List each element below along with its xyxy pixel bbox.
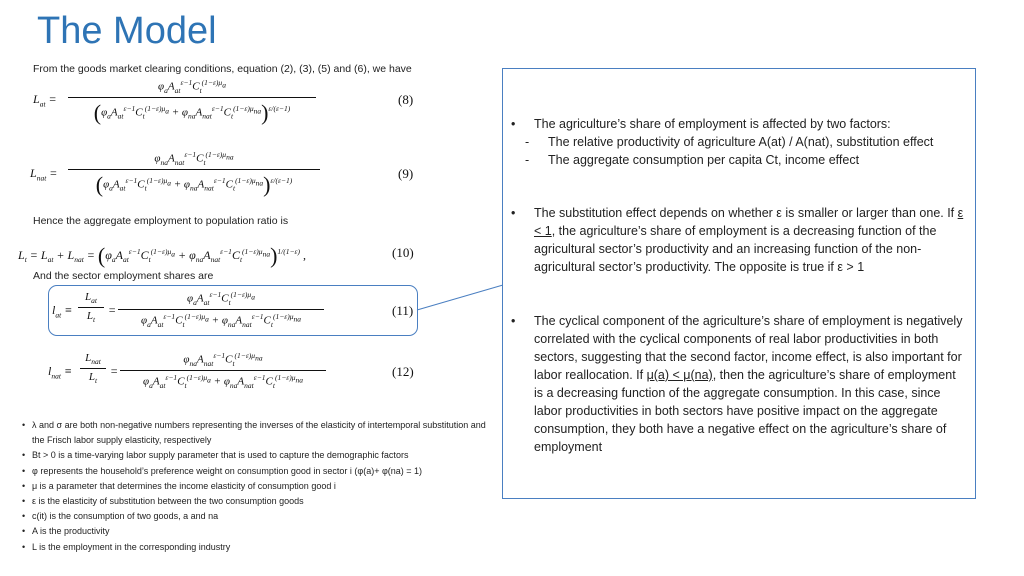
definition-item: • L is the employment in the corresponding industry: [22, 540, 492, 555]
eq8-fraction: $\varphi_aA_{at}^{\varepsilon-1}C_t^{(1-\varepsilon)\mu_a}$ $(\varphi_aA_{at}^{\varepsilon-1}C_t^{(1-\varepsilon)\mu_a} + \varphi_{na}A_{nat}^{\varepsilon-1}C_t^{(1-\varepsilon)\mu_{na}})^{\varepsilon/(\varepsilon-1)}$: [68, 78, 316, 126]
panel-bullet-cyclical: [511, 312, 964, 456]
bullet-icon: •: [511, 314, 516, 328]
shares-text: And the sector employment shares are: [33, 270, 214, 282]
eq11-equals: =: [108, 303, 117, 317]
panel-sub-1-text: The relative productivity of agriculture A(at) / A(nat), substitution effect: [548, 135, 934, 149]
panel-bullet-1-text: The agriculture’s share of employment is affected by two factors:: [534, 117, 891, 131]
definition-item: • μ is a parameter that determines the income elasticity of consumption good i: [22, 479, 492, 494]
dash-icon: -: [525, 135, 530, 149]
eq11-lhs: $l_{at}$ ≡: [52, 303, 73, 320]
explanation-panel: [502, 68, 976, 499]
panel-bullet-substitution: [511, 204, 964, 276]
definition-item: • φ represents the household’s preference weight on consumption good in sector i (φ(a)+ φ(na) = 1): [22, 464, 492, 479]
definition-item: • A is the productivity: [22, 524, 492, 539]
eq9-lhs: $L_{nat}$ =: [30, 166, 58, 183]
intro-text: From the goods market clearing conditions, equation (2), (3), (5) and (6), we have: [33, 63, 412, 75]
eq8-number: (8): [398, 92, 414, 107]
definition-item: • λ and σ are both non-negative numbers representing the inverses of the elasticity of intertemporal substitution and the Frisch labor supply elasticity, respectively: [22, 418, 492, 448]
eq10-expression: $L_t = L_{at} + L_{nat} = (\varphi_aA_{at}^{\varepsilon-1}C_t^{(1-\varepsilon)\mu_a} + \varphi_{na}A_{nat}^{\varepsilon-1}C_t^{(1-\varepsilon)\mu_{na}})^{1/(1-\varepsilon)}$ ,: [18, 243, 307, 268]
eq11-share-fraction: $L_{at}$ $L_t$: [78, 291, 104, 324]
eq9-number: (9): [398, 166, 414, 181]
panel-bullet-2-text-b: , the agriculture’s share of employment is a decreasing function of the agricultural sector’s productivity and an increasing function of the non-agricultural sector’s productivity. The opposite is true if ε > 1: [534, 224, 937, 274]
eq11-fraction: $\varphi_aA_{at}^{\varepsilon-1}C_t^{(1-\varepsilon)\mu_a}$ $\varphi_aA_{at}^{\varepsilon-1}C_t^{(1-\varepsilon)\mu_a} + \varphi_{na}A_{nat}^{\varepsilon-1}C_t^{(1-\varepsilon)\mu_{na}}$: [118, 290, 324, 329]
definitions-list: [22, 418, 492, 555]
panel-bullet-3-underlined: μ(a) < μ(na): [646, 368, 713, 382]
eq9-fraction: $\varphi_{na}A_{nat}^{\varepsilon-1}C_t^{(1-\varepsilon)\mu_{na}}$ $(\varphi_aA_{at}^{\varepsilon-1}C_t^{(1-\varepsilon)\mu_a} + \varphi_{na}A_{nat}^{\varepsilon-1}C_t^{(1-\varepsilon)\mu_{na}})^{\varepsilon/(\varepsilon-1)}$: [68, 150, 320, 198]
panel-bullet-3-text-b: , then the agriculture’s share of employment is a decreasing function of the aggregate consumption. In this case, since labor productivities in both sectors have positive impact on the aggregate consumption, they both have a negative effect on the agriculture’s share of employment: [534, 368, 956, 454]
eq12-lhs: $l_{nat}$ ≡: [48, 364, 73, 381]
hence-text: Hence the aggregate employment to population ratio is: [33, 215, 289, 227]
panel-bullet-2-underlined: ε < 1: [534, 206, 964, 238]
panel-bullet-factors: [511, 115, 964, 169]
eq12-equals: =: [110, 364, 119, 378]
definition-item: • ε is the elasticity of substitution between the two consumption goods: [22, 494, 492, 509]
dash-icon: -: [525, 153, 530, 167]
definition-item: • c(it) is the consumption of two goods, a and na: [22, 509, 492, 524]
eq12-share-fraction: $L_{nat}$ $L_t$: [80, 352, 106, 385]
panel-bullet-2-text-a: The substitution effect depends on whether ε is smaller or larger than one. If: [534, 206, 958, 220]
eq10-number: (10): [392, 245, 414, 260]
eq11-number: (11): [392, 303, 414, 318]
bullet-icon: •: [511, 206, 516, 220]
eq12-fraction: $\varphi_{na}A_{nat}^{\varepsilon-1}C_t^{(1-\varepsilon)\mu_{na}}$ $\varphi_aA_{at}^{\varepsilon-1}C_t^{(1-\varepsilon)\mu_a} + \varphi_{na}A_{nat}^{\varepsilon-1}C_t^{(1-\varepsilon)\mu_{na}}$: [120, 351, 326, 390]
panel-sub-2-text: The aggregate consumption per capita Ct, income effect: [548, 153, 860, 167]
eq12-number: (12): [392, 364, 414, 379]
panel-sub-item: [525, 151, 964, 169]
bullet-icon: •: [511, 117, 516, 131]
definition-item: • Bt > 0 is a time-varying labor supply parameter that is used to capture the demographic factors: [22, 448, 492, 463]
page-title: The Model: [37, 10, 217, 52]
panel-bullet-3-text-a: The cyclical component of the agriculture’s share of employment is negatively correlated with the cyclical components of real labor productivities in both sectors, suggesting that the second factor, income effect, is also important for labor reallocation. If: [534, 314, 963, 382]
eq8-lhs: $L_{at}$ =: [33, 92, 57, 109]
panel-sub-item: [525, 133, 964, 151]
